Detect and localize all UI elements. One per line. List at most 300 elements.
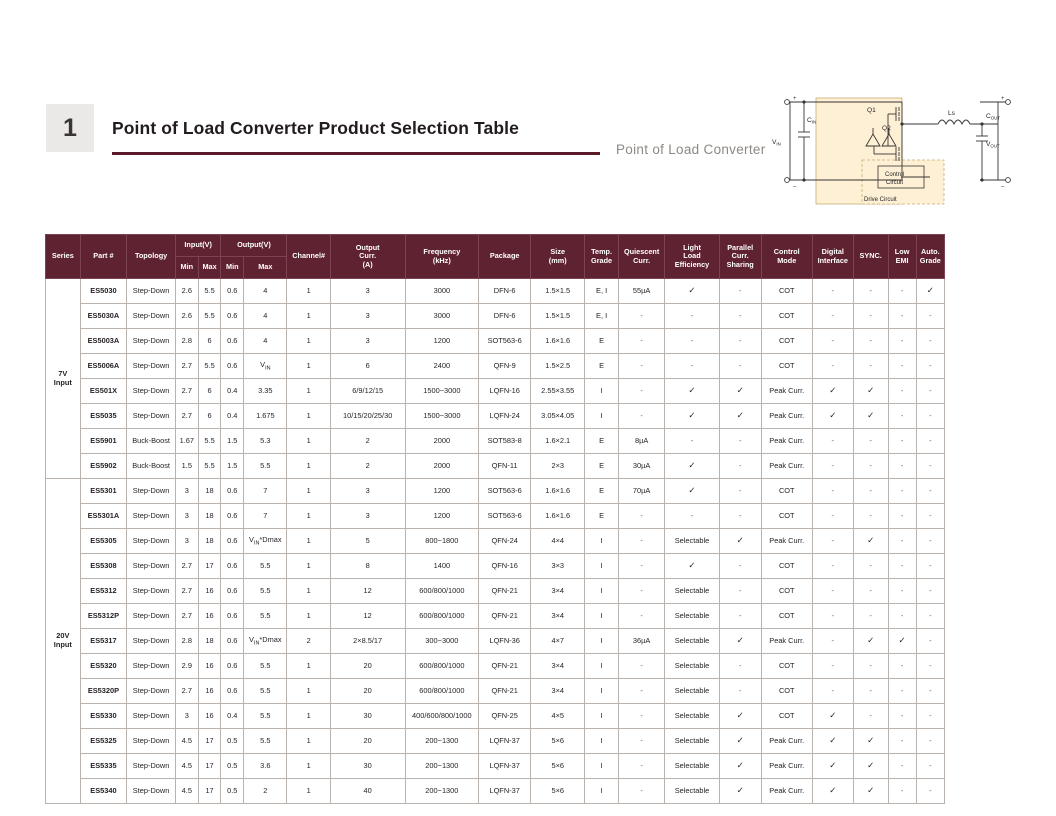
cell-control-mode: Peak Curr. bbox=[761, 729, 812, 754]
cell-sync: - bbox=[853, 454, 888, 479]
cell-output-current: 30 bbox=[330, 754, 405, 779]
cell-package: SOT563-6 bbox=[479, 329, 531, 354]
cell-package: LQFN-36 bbox=[479, 629, 531, 654]
cell-sync: - bbox=[853, 329, 888, 354]
cell-low-emi: - bbox=[888, 329, 916, 354]
table-row bbox=[46, 379, 945, 404]
cell-channel: 2 bbox=[287, 629, 330, 654]
cell-light-load-efficiency: - bbox=[665, 304, 719, 329]
cell-temp-grade: I bbox=[585, 604, 619, 629]
cell-size: 1.5×2.5 bbox=[531, 354, 585, 379]
cell-control-mode: COT bbox=[761, 579, 812, 604]
cell-part-number: ES5035 bbox=[80, 404, 127, 429]
cell-quiescent-current: - bbox=[618, 529, 665, 554]
cell-size: 2.55×3.55 bbox=[531, 379, 585, 404]
cell-part-number: ES5330 bbox=[80, 704, 127, 729]
col-header-temp-grade: Temp. Grade bbox=[585, 235, 619, 279]
cell-auto-grade: - bbox=[916, 504, 944, 529]
cell-part-number: ES5030 bbox=[80, 279, 127, 304]
cell-topology: Step-Down bbox=[127, 704, 176, 729]
table-header-row-1 bbox=[46, 235, 945, 257]
cell-part-number: ES5340 bbox=[80, 779, 127, 804]
cell-output-min: 0.6 bbox=[221, 329, 244, 354]
col-header-parallel-curr-sharing: Parallel Curr. Sharing bbox=[719, 235, 761, 279]
cell-output-current: 3 bbox=[330, 304, 405, 329]
cell-topology: Step-Down bbox=[127, 629, 176, 654]
cell-output-min: 0.4 bbox=[221, 404, 244, 429]
cell-input-max: 5.5 bbox=[198, 429, 221, 454]
cell-light-load-efficiency: - bbox=[665, 329, 719, 354]
table-row bbox=[46, 529, 945, 554]
table-row bbox=[46, 354, 945, 379]
cell-output-current: 2 bbox=[330, 454, 405, 479]
cell-input-min: 3 bbox=[175, 479, 198, 504]
cell-auto-grade: - bbox=[916, 679, 944, 704]
table-row bbox=[46, 754, 945, 779]
cell-temp-grade: E, I bbox=[585, 304, 619, 329]
col-header-input-max: Max bbox=[198, 257, 221, 279]
cell-sync: - bbox=[853, 604, 888, 629]
cell-input-max: 16 bbox=[198, 654, 221, 679]
cell-part-number: ES5312P bbox=[80, 604, 127, 629]
cell-output-min: 0.5 bbox=[221, 729, 244, 754]
cell-parallel-current-sharing: - bbox=[719, 304, 761, 329]
table-row bbox=[46, 654, 945, 679]
cell-quiescent-current: - bbox=[618, 729, 665, 754]
col-header-low-emi: Low EMI bbox=[888, 235, 916, 279]
cell-temp-grade: E, I bbox=[585, 279, 619, 304]
cell-output-min: 0.6 bbox=[221, 504, 244, 529]
cell-part-number: ES5006A bbox=[80, 354, 127, 379]
cell-light-load-efficiency: Selectable bbox=[665, 754, 719, 779]
cell-topology: Step-Down bbox=[127, 479, 176, 504]
cell-size: 3×4 bbox=[531, 579, 585, 604]
table-row bbox=[46, 679, 945, 704]
cell-parallel-current-sharing: ✓ bbox=[719, 404, 761, 429]
cell-channel: 1 bbox=[287, 479, 330, 504]
table-row bbox=[46, 554, 945, 579]
cell-input-min: 2.7 bbox=[175, 354, 198, 379]
cell-channel: 1 bbox=[287, 304, 330, 329]
cell-light-load-efficiency: ✓ bbox=[665, 279, 719, 304]
cell-control-mode: COT bbox=[761, 479, 812, 504]
cell-output-max: 7 bbox=[244, 504, 287, 529]
cell-channel: 1 bbox=[287, 329, 330, 354]
cell-quiescent-current: - bbox=[618, 379, 665, 404]
cell-output-max: 5.3 bbox=[244, 429, 287, 454]
cell-control-mode: COT bbox=[761, 604, 812, 629]
cell-output-min: 0.6 bbox=[221, 279, 244, 304]
cell-output-current: 3 bbox=[330, 329, 405, 354]
cell-topology: Step-Down bbox=[127, 529, 176, 554]
cell-parallel-current-sharing: ✓ bbox=[719, 729, 761, 754]
cell-parallel-current-sharing: - bbox=[719, 679, 761, 704]
cell-channel: 1 bbox=[287, 354, 330, 379]
table-row bbox=[46, 629, 945, 654]
cell-topology: Step-Down bbox=[127, 379, 176, 404]
cell-temp-grade: E bbox=[585, 354, 619, 379]
cell-topology: Step-Down bbox=[127, 404, 176, 429]
cell-digital-interface: ✓ bbox=[812, 754, 853, 779]
cell-parallel-current-sharing: ✓ bbox=[719, 704, 761, 729]
cell-light-load-efficiency: ✓ bbox=[665, 479, 719, 504]
cell-sync: - bbox=[853, 579, 888, 604]
cell-input-min: 3 bbox=[175, 704, 198, 729]
cell-part-number: ES5312 bbox=[80, 579, 127, 604]
cell-low-emi: - bbox=[888, 379, 916, 404]
cell-package: SOT583-8 bbox=[479, 429, 531, 454]
cell-parallel-current-sharing: - bbox=[719, 654, 761, 679]
cell-topology: Step-Down bbox=[127, 329, 176, 354]
cell-low-emi: ✓ bbox=[888, 629, 916, 654]
cell-parallel-current-sharing: - bbox=[719, 429, 761, 454]
cell-size: 1.5×1.5 bbox=[531, 279, 585, 304]
cell-output-max: 3.6 bbox=[244, 754, 287, 779]
cell-input-min: 3 bbox=[175, 504, 198, 529]
cell-temp-grade: I bbox=[585, 654, 619, 679]
cell-temp-grade: I bbox=[585, 554, 619, 579]
cell-control-mode: COT bbox=[761, 354, 812, 379]
cell-parallel-current-sharing: ✓ bbox=[719, 379, 761, 404]
cell-frequency: 600/800/1000 bbox=[405, 579, 479, 604]
cell-parallel-current-sharing: - bbox=[719, 279, 761, 304]
cell-package: QFN-24 bbox=[479, 529, 531, 554]
table-row bbox=[46, 504, 945, 529]
cell-digital-interface: - bbox=[812, 354, 853, 379]
cell-parallel-current-sharing: - bbox=[719, 454, 761, 479]
cell-digital-interface: - bbox=[812, 579, 853, 604]
cell-temp-grade: E bbox=[585, 329, 619, 354]
cell-sync: - bbox=[853, 704, 888, 729]
cell-size: 1.6×1.6 bbox=[531, 479, 585, 504]
col-header-auto-grade: Auto. Grade bbox=[916, 235, 944, 279]
cell-digital-interface: - bbox=[812, 629, 853, 654]
cell-package: QFN-25 bbox=[479, 704, 531, 729]
cell-input-min: 2.7 bbox=[175, 379, 198, 404]
cell-package: DFN-6 bbox=[479, 279, 531, 304]
cell-frequency: 3000 bbox=[405, 279, 479, 304]
cell-output-max: 3.35 bbox=[244, 379, 287, 404]
cell-sync: ✓ bbox=[853, 529, 888, 554]
cell-input-min: 2.7 bbox=[175, 679, 198, 704]
cell-input-max: 5.5 bbox=[198, 454, 221, 479]
cell-input-min: 2.7 bbox=[175, 554, 198, 579]
cell-temp-grade: I bbox=[585, 754, 619, 779]
cell-topology: Step-Down bbox=[127, 729, 176, 754]
cell-digital-interface: ✓ bbox=[812, 704, 853, 729]
cell-parallel-current-sharing: ✓ bbox=[719, 629, 761, 654]
cell-frequency: 300~3000 bbox=[405, 629, 479, 654]
col-header-sync: SYNC. bbox=[853, 235, 888, 279]
cell-output-min: 1.5 bbox=[221, 429, 244, 454]
cell-auto-grade: - bbox=[916, 304, 944, 329]
cell-light-load-efficiency: - bbox=[665, 429, 719, 454]
cell-package: DFN-6 bbox=[479, 304, 531, 329]
cell-part-number: ES5325 bbox=[80, 729, 127, 754]
cell-low-emi: - bbox=[888, 729, 916, 754]
cell-quiescent-current: 30µA bbox=[618, 454, 665, 479]
cell-size: 4×4 bbox=[531, 529, 585, 554]
cell-output-max: $V_{IN}*Dmax$ bbox=[244, 529, 287, 554]
cell-sync: ✓ bbox=[853, 404, 888, 429]
cell-input-max: 5.5 bbox=[198, 279, 221, 304]
cell-sync: - bbox=[853, 554, 888, 579]
cell-topology: Step-Down bbox=[127, 504, 176, 529]
cell-light-load-efficiency: ✓ bbox=[665, 404, 719, 429]
table-row bbox=[46, 304, 945, 329]
cell-control-mode: Peak Curr. bbox=[761, 629, 812, 654]
schematic-label-cout: $C_{OUT}$ bbox=[986, 113, 1001, 121]
col-header-digital-interface: Digital Interface bbox=[812, 235, 853, 279]
cell-auto-grade: - bbox=[916, 554, 944, 579]
cell-topology: Step-Down bbox=[127, 554, 176, 579]
cell-quiescent-current: - bbox=[618, 604, 665, 629]
cell-size: 5×6 bbox=[531, 754, 585, 779]
cell-output-min: 0.6 bbox=[221, 554, 244, 579]
cell-low-emi: - bbox=[888, 754, 916, 779]
cell-part-number: ES5317 bbox=[80, 629, 127, 654]
cell-part-number: ES5901 bbox=[80, 429, 127, 454]
col-header-topology: Topology bbox=[127, 235, 176, 279]
cell-control-mode: Peak Curr. bbox=[761, 754, 812, 779]
col-header-channel: Channel# bbox=[287, 235, 330, 279]
col-header-output-min: Min bbox=[221, 257, 244, 279]
col-header-output-max: Max bbox=[244, 257, 287, 279]
cell-part-number: ES5320P bbox=[80, 679, 127, 704]
cell-control-mode: Peak Curr. bbox=[761, 529, 812, 554]
cell-quiescent-current: - bbox=[618, 779, 665, 804]
cell-output-current: 3 bbox=[330, 479, 405, 504]
cell-light-load-efficiency: ✓ bbox=[665, 454, 719, 479]
cell-output-max: $V_{IN}$ bbox=[244, 354, 287, 379]
cell-package: QFN-11 bbox=[479, 454, 531, 479]
cell-light-load-efficiency: Selectable bbox=[665, 579, 719, 604]
cell-output-min: 0.6 bbox=[221, 579, 244, 604]
cell-output-min: 0.6 bbox=[221, 304, 244, 329]
cell-part-number: ES5320 bbox=[80, 654, 127, 679]
cell-parallel-current-sharing: - bbox=[719, 579, 761, 604]
cell-output-max: 5.5 bbox=[244, 554, 287, 579]
col-header-output-curr: Output Curr. (A) bbox=[330, 235, 405, 279]
cell-light-load-efficiency: - bbox=[665, 504, 719, 529]
series-group-cell: 7V Input bbox=[46, 279, 81, 479]
cell-control-mode: Peak Curr. bbox=[761, 779, 812, 804]
schematic-label-control-circuit-l1: Control bbox=[885, 172, 905, 178]
cell-output-max: 5.5 bbox=[244, 704, 287, 729]
cell-quiescent-current: - bbox=[618, 504, 665, 529]
cell-temp-grade: I bbox=[585, 629, 619, 654]
cell-output-max: 2 bbox=[244, 779, 287, 804]
col-header-input-min: Min bbox=[175, 257, 198, 279]
cell-input-min: 4.5 bbox=[175, 729, 198, 754]
cell-control-mode: COT bbox=[761, 704, 812, 729]
cell-temp-grade: I bbox=[585, 404, 619, 429]
cell-frequency: 200~1300 bbox=[405, 754, 479, 779]
cell-quiescent-current: - bbox=[618, 704, 665, 729]
col-header-input-v: Input(V) bbox=[175, 235, 220, 257]
table-row bbox=[46, 454, 945, 479]
chapter-number-badge: 1 bbox=[46, 104, 94, 152]
cell-input-max: 18 bbox=[198, 629, 221, 654]
cell-control-mode: COT bbox=[761, 504, 812, 529]
schematic-label-q2: Q2 bbox=[882, 125, 891, 132]
table-row bbox=[46, 729, 945, 754]
cell-output-min: 0.6 bbox=[221, 654, 244, 679]
cell-light-load-efficiency: - bbox=[665, 354, 719, 379]
cell-digital-interface: - bbox=[812, 454, 853, 479]
cell-auto-grade: ✓ bbox=[916, 279, 944, 304]
cell-frequency: 800~1800 bbox=[405, 529, 479, 554]
cell-output-max: 5.5 bbox=[244, 579, 287, 604]
cell-channel: 1 bbox=[287, 454, 330, 479]
cell-size: 4×5 bbox=[531, 704, 585, 729]
col-header-package: Package bbox=[479, 235, 531, 279]
cell-input-max: 18 bbox=[198, 504, 221, 529]
cell-part-number: ES5003A bbox=[80, 329, 127, 354]
cell-low-emi: - bbox=[888, 679, 916, 704]
cell-topology: Step-Down bbox=[127, 679, 176, 704]
cell-output-current: 5 bbox=[330, 529, 405, 554]
cell-input-min: 4.5 bbox=[175, 779, 198, 804]
cell-low-emi: - bbox=[888, 704, 916, 729]
cell-input-max: 16 bbox=[198, 604, 221, 629]
cell-frequency: 200~1300 bbox=[405, 729, 479, 754]
cell-digital-interface: - bbox=[812, 504, 853, 529]
cell-input-min: 2.8 bbox=[175, 629, 198, 654]
cell-output-min: 0.6 bbox=[221, 354, 244, 379]
cell-output-max: 5.5 bbox=[244, 679, 287, 704]
cell-auto-grade: - bbox=[916, 379, 944, 404]
cell-channel: 1 bbox=[287, 654, 330, 679]
cell-light-load-efficiency: ✓ bbox=[665, 554, 719, 579]
cell-output-max: 4 bbox=[244, 304, 287, 329]
table-row bbox=[46, 779, 945, 804]
cell-digital-interface: ✓ bbox=[812, 379, 853, 404]
cell-input-max: 6 bbox=[198, 404, 221, 429]
table-row bbox=[46, 404, 945, 429]
cell-size: 3×3 bbox=[531, 554, 585, 579]
cell-output-current: 12 bbox=[330, 579, 405, 604]
cell-control-mode: Peak Curr. bbox=[761, 429, 812, 454]
schematic-label-vout: $V_{OUT}$ bbox=[986, 141, 1000, 149]
cell-output-min: 0.6 bbox=[221, 479, 244, 504]
header-subtitle: Point of Load Converter bbox=[616, 142, 766, 157]
cell-low-emi: - bbox=[888, 479, 916, 504]
cell-auto-grade: - bbox=[916, 454, 944, 479]
cell-sync: - bbox=[853, 679, 888, 704]
cell-sync: ✓ bbox=[853, 754, 888, 779]
cell-output-max: 5.5 bbox=[244, 729, 287, 754]
cell-low-emi: - bbox=[888, 454, 916, 479]
cell-auto-grade: - bbox=[916, 604, 944, 629]
col-header-part: Part # bbox=[80, 235, 127, 279]
cell-sync: - bbox=[853, 429, 888, 454]
cell-channel: 1 bbox=[287, 379, 330, 404]
cell-part-number: ES501X bbox=[80, 379, 127, 404]
cell-digital-interface: ✓ bbox=[812, 404, 853, 429]
cell-input-min: 2.9 bbox=[175, 654, 198, 679]
cell-input-max: 17 bbox=[198, 754, 221, 779]
cell-output-min: 0.6 bbox=[221, 604, 244, 629]
cell-input-min: 2.8 bbox=[175, 329, 198, 354]
cell-size: 3×4 bbox=[531, 679, 585, 704]
cell-output-max: 1.675 bbox=[244, 404, 287, 429]
cell-quiescent-current: - bbox=[618, 304, 665, 329]
cell-low-emi: - bbox=[888, 604, 916, 629]
cell-control-mode: Peak Curr. bbox=[761, 454, 812, 479]
cell-sync: - bbox=[853, 304, 888, 329]
cell-channel: 1 bbox=[287, 704, 330, 729]
cell-size: 4×7 bbox=[531, 629, 585, 654]
cell-digital-interface: - bbox=[812, 529, 853, 554]
cell-auto-grade: - bbox=[916, 779, 944, 804]
cell-low-emi: - bbox=[888, 404, 916, 429]
cell-control-mode: COT bbox=[761, 554, 812, 579]
cell-digital-interface: ✓ bbox=[812, 779, 853, 804]
cell-output-current: 20 bbox=[330, 679, 405, 704]
cell-size: 1.6×2.1 bbox=[531, 429, 585, 454]
cell-size: 5×6 bbox=[531, 779, 585, 804]
cell-temp-grade: I bbox=[585, 579, 619, 604]
cell-package: SOT563-6 bbox=[479, 479, 531, 504]
cell-part-number: ES5902 bbox=[80, 454, 127, 479]
cell-temp-grade: E bbox=[585, 479, 619, 504]
cell-quiescent-current: - bbox=[618, 754, 665, 779]
cell-frequency: 600/800/1000 bbox=[405, 679, 479, 704]
cell-quiescent-current: - bbox=[618, 679, 665, 704]
cell-sync: - bbox=[853, 504, 888, 529]
cell-quiescent-current: - bbox=[618, 654, 665, 679]
cell-parallel-current-sharing: - bbox=[719, 329, 761, 354]
cell-size: 1.6×1.6 bbox=[531, 504, 585, 529]
cell-frequency: 1400 bbox=[405, 554, 479, 579]
cell-digital-interface: - bbox=[812, 279, 853, 304]
cell-part-number: ES5305 bbox=[80, 529, 127, 554]
cell-low-emi: - bbox=[888, 554, 916, 579]
cell-temp-grade: I bbox=[585, 729, 619, 754]
cell-parallel-current-sharing: - bbox=[719, 354, 761, 379]
cell-sync: - bbox=[853, 354, 888, 379]
product-selection-table-wrap bbox=[45, 234, 945, 804]
cell-quiescent-current: - bbox=[618, 354, 665, 379]
cell-channel: 1 bbox=[287, 429, 330, 454]
cell-frequency: 1200 bbox=[405, 479, 479, 504]
cell-output-min: 0.4 bbox=[221, 704, 244, 729]
cell-low-emi: - bbox=[888, 429, 916, 454]
cell-digital-interface: - bbox=[812, 604, 853, 629]
cell-quiescent-current: - bbox=[618, 404, 665, 429]
cell-control-mode: Peak Curr. bbox=[761, 404, 812, 429]
cell-low-emi: - bbox=[888, 304, 916, 329]
cell-parallel-current-sharing: ✓ bbox=[719, 529, 761, 554]
cell-light-load-efficiency: Selectable bbox=[665, 629, 719, 654]
cell-channel: 1 bbox=[287, 754, 330, 779]
cell-output-current: 12 bbox=[330, 604, 405, 629]
cell-low-emi: - bbox=[888, 529, 916, 554]
cell-auto-grade: - bbox=[916, 429, 944, 454]
cell-quiescent-current: - bbox=[618, 329, 665, 354]
table-row bbox=[46, 704, 945, 729]
cell-package: QFN-21 bbox=[479, 679, 531, 704]
cell-output-max: 5.5 bbox=[244, 654, 287, 679]
cell-sync: ✓ bbox=[853, 729, 888, 754]
cell-input-min: 4.5 bbox=[175, 754, 198, 779]
cell-size: 3×4 bbox=[531, 604, 585, 629]
cell-part-number: ES5301A bbox=[80, 504, 127, 529]
cell-low-emi: - bbox=[888, 654, 916, 679]
cell-input-min: 1.67 bbox=[175, 429, 198, 454]
cell-input-max: 16 bbox=[198, 579, 221, 604]
